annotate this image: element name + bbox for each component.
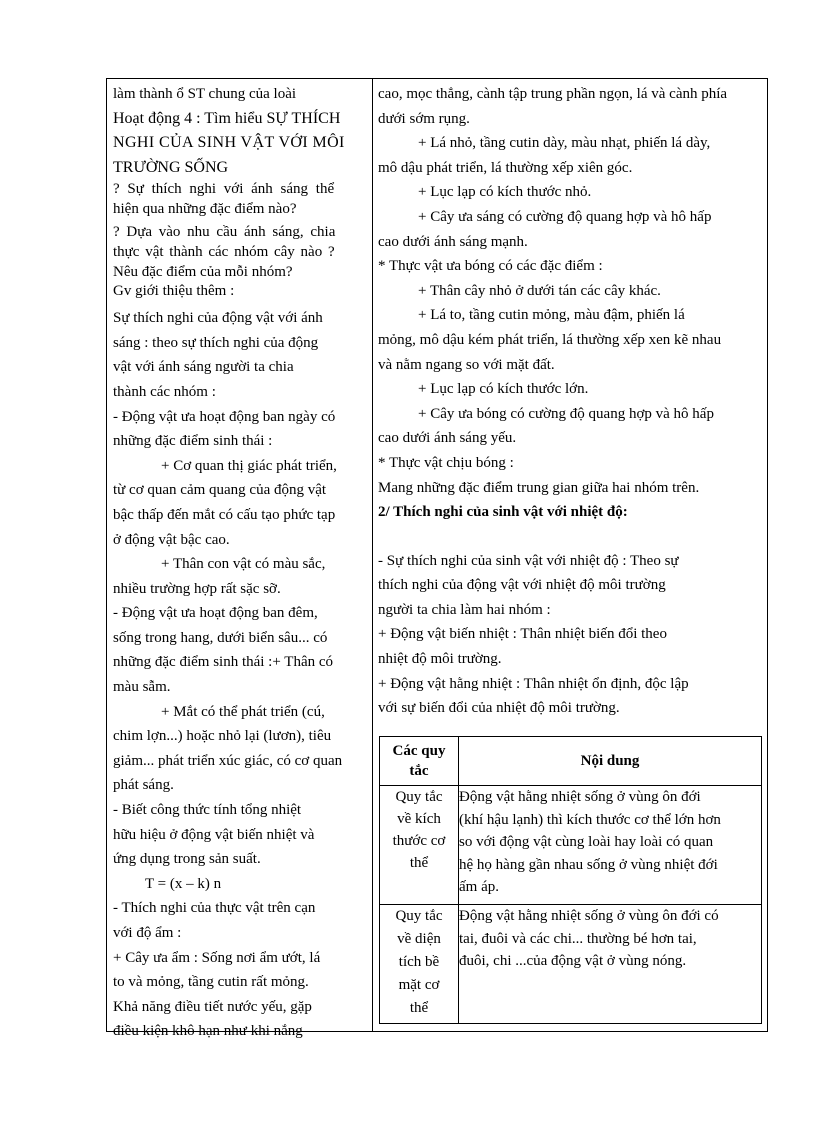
rule-content-line: (khí hậu lạnh) thì kích thước cơ thể lớn hơn	[459, 811, 721, 828]
text-line: Mang những đặc điểm trung gian giữa hai nhóm trên.	[378, 479, 700, 496]
text-line: * Thực vật chịu bóng :	[378, 454, 514, 471]
text-line: phát sáng.	[113, 777, 174, 794]
text-line: - Động vật ưa hoạt động ban đêm,	[113, 605, 318, 622]
content-column	[378, 82, 762, 721]
text-line: hữu hiệu ở động vật biến nhiệt và	[113, 826, 315, 843]
rule-content-line: tai, đuôi và các chi... thường bé hơn tai,	[459, 930, 697, 947]
rule-name-line: mặt cơ	[398, 977, 440, 993]
rule-name-line: thể	[409, 855, 429, 871]
text-line: làm thành ổ ST chung của loài	[113, 86, 297, 102]
rule-name-line: thước cơ	[392, 833, 446, 849]
text-line: + Lục lạp có kích thước lớn.	[418, 381, 589, 398]
text-line: - Biết công thức tính tổng nhiệt	[113, 802, 302, 819]
column-divider	[372, 79, 373, 1031]
text-line: + Động vật biến nhiệt : Thân nhiệt biến đổi theo	[378, 626, 667, 643]
rule-content-line: Động vật hằng nhiệt sống ở vùng ôn đới có	[459, 908, 719, 924]
text-line: to và mỏng, tầng cutin rất mỏng.	[113, 974, 309, 991]
teacher-activity-column	[113, 82, 365, 1044]
text-line: - Sự thích nghi của sinh vật với nhiệt độ : Theo sự	[378, 552, 679, 569]
text-line: mỏng, mô dậu kém phát triển, lá thường xếp xen kẽ nhau	[378, 331, 722, 348]
question-line: hiện qua những đặc điểm nào?	[113, 201, 297, 218]
rule-name-line: về kích	[397, 811, 441, 827]
lesson-table	[106, 78, 768, 1040]
text-line: + Động vật hằng nhiệt : Thân nhiệt ổn định, độc lập	[378, 675, 689, 692]
text-line: Khả năng điều tiết nước yếu, gặp	[113, 998, 312, 1015]
question-line: thực vật thành các nhóm cây nào ?	[113, 243, 335, 260]
text-line: thích nghi của động vật với nhiệt độ môi trường	[378, 577, 666, 594]
text-line: ở động vật bậc cao.	[113, 531, 230, 548]
text-line: những đặc điểm sinh thái :+ Thân có	[113, 654, 334, 671]
rule-content-line: đuôi, chi ...của động vật ở vùng nóng.	[459, 953, 687, 969]
activity-heading: NGHI CỦA SINH VẬT VỚI MÔI	[113, 134, 345, 152]
text-line: cao dưới ánh sáng mạnh.	[378, 233, 528, 250]
rule-content-line: Động vật hằng nhiệt sống ở vùng ôn đới	[459, 789, 701, 805]
question-line: ? Dựa vào nhu cầu ánh sáng, chia	[113, 223, 336, 240]
formula: T = (x – k) n	[145, 875, 222, 892]
text-line: dưới sớm rụng.	[378, 110, 470, 127]
text-line: Gv giới thiệu thêm :	[113, 283, 235, 300]
rule-name-cell	[380, 786, 459, 905]
text-line: sống trong hang, dưới biển sâu... có	[113, 629, 328, 646]
text-line: vật với ánh sáng người ta chia	[113, 359, 294, 376]
text-line: + Cây ưa sáng có cường độ quang hợp và hô hấp	[418, 208, 712, 225]
text-line: + Lục lạp có kích thước nhỏ.	[418, 184, 592, 201]
question-line: Nêu đặc điểm của mỗi nhóm?	[113, 263, 293, 280]
header-rules-line: Các quy	[392, 743, 446, 759]
text-line: điều kiện khô hạn như khi nắng	[113, 1023, 303, 1040]
text-line: + Mắt có thể phát triển (cú,	[161, 703, 325, 720]
text-line: Sự thích nghi của động vật với ánh	[113, 310, 323, 327]
text-line: người ta chia làm hai nhóm :	[378, 601, 551, 618]
text-line: giảm... phát triển xúc giác, có cơ quan	[113, 752, 343, 769]
text-line: + Thân cây nhỏ ở dưới tán các cây khác.	[418, 282, 661, 299]
table-header-row	[380, 737, 762, 786]
text-line: + Lá nhỏ, tầng cutin dày, màu nhạt, phiến lá dày,	[418, 135, 711, 152]
rule-name-cell	[380, 905, 459, 1024]
text-line: cao, mọc thẳng, cành tập trung phần ngọn, lá và cành phía	[378, 86, 728, 102]
activity-heading: Hoạt động 4 : Tìm hiểu SỰ THÍCH	[113, 109, 341, 127]
text-line: + Cây ưa ẩm : Sống nơi ẩm ướt, lá	[113, 949, 321, 966]
text-line: màu sẫm.	[113, 679, 171, 696]
text-line: + Cơ quan thị giác phát triển,	[161, 457, 337, 474]
text-line: - Động vật ưa hoạt động ban ngày có	[113, 408, 336, 425]
text-line: bậc thấp đến mắt có cấu tạo phức tạp	[113, 506, 336, 523]
text-line: ứng dụng trong sản suất.	[113, 851, 261, 868]
table-row	[380, 905, 762, 1024]
rule-content-line: hệ họ hàng gần nhau sống ở vùng nhiệt đới	[459, 856, 718, 873]
text-line: mô dậu phát triển, lá thường xếp xiên góc.	[378, 159, 633, 176]
text-line: - Thích nghi của thực vật trên cạn	[113, 900, 316, 917]
text-line: với độ ẩm :	[113, 925, 182, 941]
text-line: * Thực vật ưa bóng có các đặc điểm :	[378, 258, 603, 275]
header-rules	[380, 737, 459, 786]
table-row	[380, 786, 762, 905]
rule-name-line: tích bề	[398, 954, 440, 970]
rule-name-line: Quy tắc	[395, 789, 443, 805]
rule-name-line: Quy tắc	[395, 908, 443, 924]
header-rules-line: tắc	[409, 763, 429, 779]
activity-heading: TRƯỜNG SỐNG	[113, 158, 229, 176]
text-line: với sự biến đổi của nhiệt độ môi trường.	[378, 700, 620, 717]
text-line: thành các nhóm :	[113, 383, 216, 400]
question-line: ? Sự thích nghi với ánh sáng thể	[113, 181, 335, 198]
text-line: và nằm ngang so với mặt đất.	[378, 356, 555, 373]
rule-content-line: so với động vật cùng loài hay loài có quan	[459, 834, 714, 850]
text-line: nhiệt độ môi trường.	[378, 651, 502, 668]
rule-name-line: thể	[409, 1000, 429, 1016]
rule-content-cell	[459, 786, 762, 905]
text-line: chim lợn...) hoặc nhỏ lại (lươn), tiêu	[113, 728, 332, 745]
text-line: + Cây ưa bóng có cường độ quang hợp và hô hấp	[418, 405, 714, 422]
text-line: + Lá to, tầng cutin mỏng, màu đậm, phiến lá	[418, 307, 685, 324]
text-line: + Thân con vật có màu sắc,	[161, 556, 326, 573]
text-line: từ cơ quan cảm quang của động vật	[113, 482, 327, 499]
header-content: Nội dung	[459, 737, 762, 786]
text-line: nhiều trường hợp rất sặc sỡ.	[113, 580, 281, 597]
rule-content-line: ấm áp.	[459, 879, 499, 895]
text-line: cao dưới ánh sáng yếu.	[378, 430, 517, 447]
text-line: những đặc điểm sinh thái :	[113, 433, 273, 450]
rules-table	[379, 736, 762, 1024]
section-heading: 2/ Thích nghi của sinh vật với nhiệt độ:	[378, 504, 628, 521]
rule-name-line: về diện	[397, 931, 441, 947]
text-line: sáng : theo sự thích nghi của động	[113, 334, 319, 351]
rule-content-cell	[459, 905, 762, 1024]
